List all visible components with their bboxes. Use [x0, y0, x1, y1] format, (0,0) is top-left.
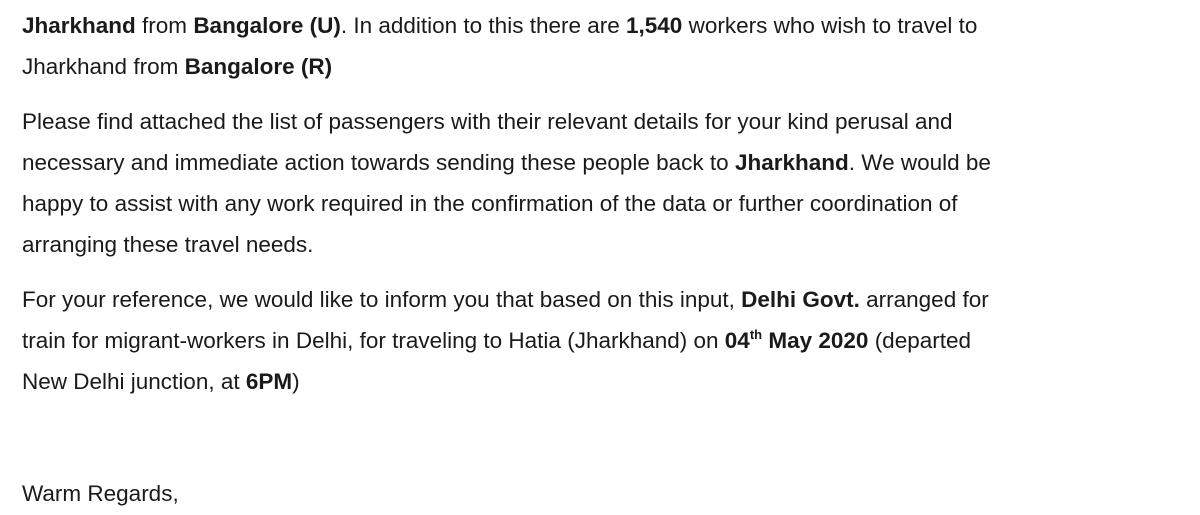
letter-body — [22, 5, 1182, 514]
state-name: Jharkhand — [22, 13, 136, 38]
text-line: Please find attached the list of passengers with their relevant details for your kind perusal and — [22, 109, 953, 134]
date-month-year: May 2020 — [762, 328, 869, 353]
text-line: Warm Regards, — [22, 481, 179, 506]
text-span: workers who wish to travel to — [682, 13, 978, 38]
text-span: from — [135, 13, 194, 38]
paragraph-travel-request — [22, 5, 1182, 87]
text-span: train for migrant-workers in Delhi, for traveling to Hatia (Jharkhand) on — [22, 328, 725, 353]
text-span: (departed — [868, 328, 972, 353]
text-span: . In addition to this there are — [340, 13, 627, 38]
city-name: Bangalore (U) — [193, 13, 341, 38]
text-span: ) — [292, 369, 300, 394]
text-span: Jharkhand from — [22, 54, 185, 79]
text-span: . We would be — [848, 150, 991, 175]
paragraph-attachment-note — [22, 101, 1182, 265]
city-name: Bangalore (R) — [184, 54, 333, 79]
text-span: arranged for — [859, 287, 989, 312]
state-name: Jharkhand — [734, 150, 849, 175]
text-span: necessary and immediate action towards sending these people back to — [22, 150, 735, 175]
worker-count: 1,540 — [626, 13, 683, 38]
text-line — [22, 5, 1182, 46]
paragraph-reference-info — [22, 279, 1182, 402]
departure-time: 6PM — [245, 369, 293, 394]
text-span: New Delhi junction, at — [22, 369, 246, 394]
text-line — [22, 46, 1182, 87]
text-span: For your reference, we would like to inform you that based on this input, — [22, 287, 742, 312]
date-day: 04 — [724, 328, 750, 353]
closing-salutation — [22, 473, 1182, 514]
text-line — [22, 361, 1182, 402]
text-line: arranging these travel needs. — [22, 232, 314, 257]
government-name: Delhi Govt. — [741, 287, 860, 312]
text-line: happy to assist with any work required in the confirmation of the data or further coordination of — [22, 191, 958, 216]
text-line — [22, 142, 1182, 183]
travel-date — [725, 328, 869, 353]
text-line — [22, 279, 1182, 320]
date-ordinal-suffix: th — [749, 327, 763, 342]
text-line — [22, 320, 1182, 361]
